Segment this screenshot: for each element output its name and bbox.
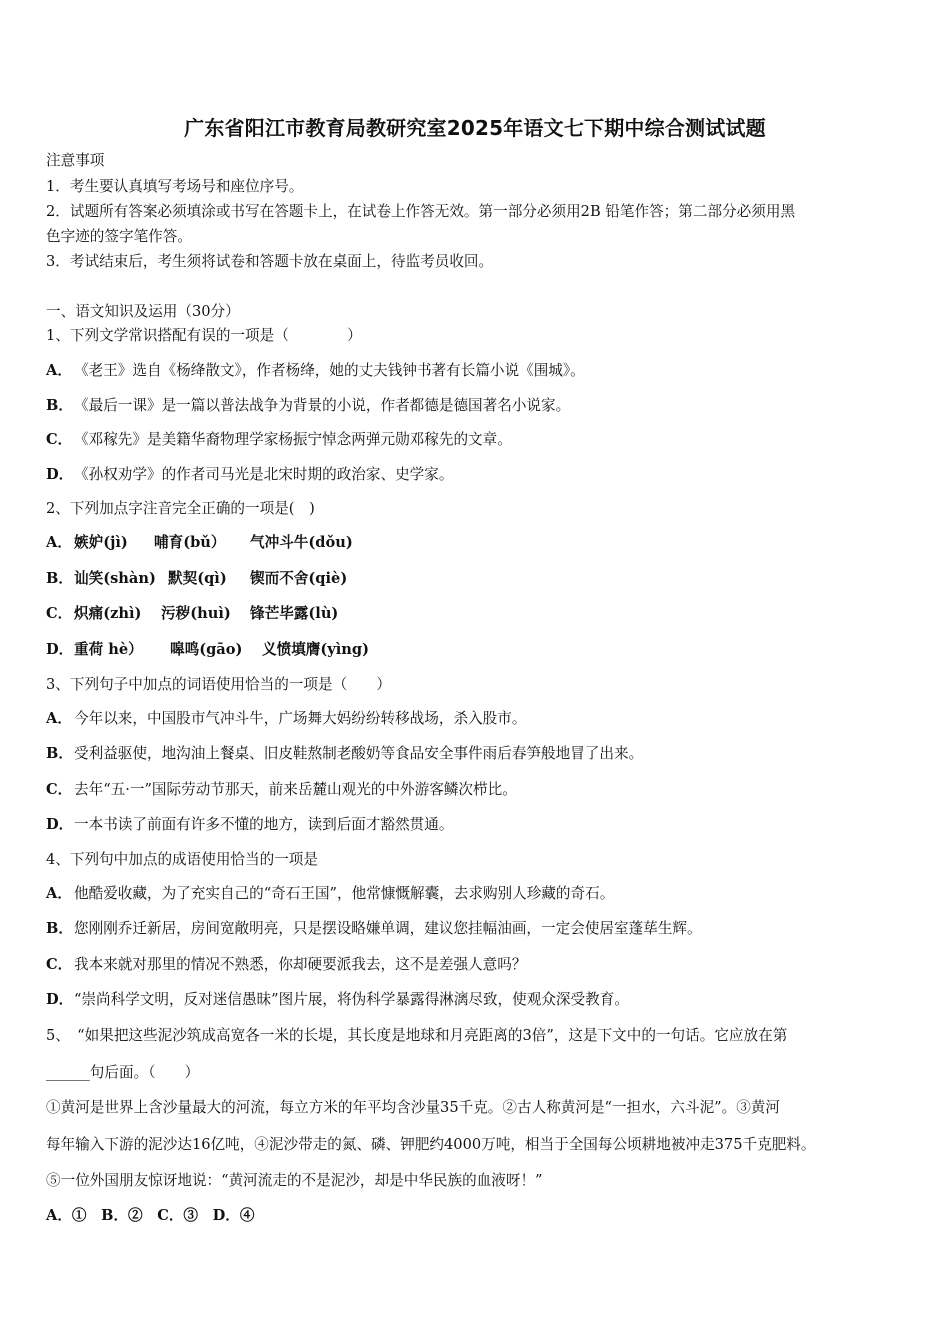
option-letter: A． bbox=[46, 710, 72, 727]
notice-item-3: 3．考试结束后，考生须将试卷和答题卡放在桌面上，待监考员收回。 bbox=[46, 253, 494, 270]
q1-option-c bbox=[46, 430, 908, 450]
q5-passage-line-3: ⑤一位外国朋友惊讶地说：“黄河流走的不是泥沙，却是中华民族的血液呀！” bbox=[46, 1172, 543, 1189]
q3-option-b bbox=[46, 744, 908, 764]
option-part: 嗥鸣(gāo) bbox=[170, 641, 243, 658]
q2-stem: 2、下列加点字注音完全正确的一项是( ) bbox=[46, 500, 315, 517]
option-part: 义愤填膺(yìng) bbox=[262, 641, 370, 658]
q5-stem: 5、 “如果把这些泥沙筑成高宽各一米的长堤，其长度是地球和月亮距离的3倍”，这是下文中的一句话。它应放在第 bbox=[46, 1027, 788, 1044]
option-letter: D． bbox=[46, 991, 74, 1008]
option-part: 污秽(huì) bbox=[161, 605, 231, 622]
q1-option-b bbox=[46, 396, 908, 416]
section-heading: 一、语文知识及运用（30分） bbox=[46, 303, 240, 320]
option-letter: A． bbox=[46, 885, 72, 902]
option-letter: C． bbox=[46, 431, 73, 448]
page-title: 广东省阳江市教育局教研究室2025年语文七下期中综合测试试题 bbox=[184, 116, 766, 140]
q5-passage-line-1: ①黄河是世界上含沙量最大的河流，每立方米的年平均含沙量35千克。②古人称黄河是“一担水，六斗泥”。③黄河 bbox=[46, 1099, 780, 1116]
option-part: 默契(qì) bbox=[168, 570, 227, 587]
option-part: 讪笑(shàn) bbox=[74, 570, 156, 587]
q1-option-a bbox=[46, 361, 908, 381]
option-letter: C． bbox=[46, 781, 73, 798]
q3-stem: 3、下列句子中加点的词语使用恰当的一项是（ ） bbox=[46, 676, 391, 693]
q3-option-d bbox=[46, 815, 908, 835]
option-text: 您刚刚乔迁新居，房间宽敞明亮，只是摆设略嫌单调，建议您挂幅油画，一定会使居室蓬荜生辉。 bbox=[74, 920, 702, 937]
q4-stem: 4、下列句中加点的成语使用恰当的一项是 bbox=[46, 851, 318, 868]
option-text: 受利益驱使，地沟油上餐桌、旧皮鞋熬制老酸奶等食品安全事件雨后春笋般地冒了出来。 bbox=[74, 745, 644, 762]
option-letter: B． bbox=[46, 397, 73, 414]
option-letter: A． bbox=[46, 362, 72, 379]
option-text: 《邓稼先》是美籍华裔物理学家杨振宁悼念两弹元勋邓稼先的文章。 bbox=[74, 431, 512, 448]
option-part: 炽痛(zhì) bbox=[74, 605, 142, 622]
q4-option-b bbox=[46, 919, 908, 939]
q5-choices: A．① B．② C．③ D．④ bbox=[46, 1207, 255, 1224]
q4-option-c bbox=[46, 955, 908, 975]
option-text: 他酷爱收藏，为了充实自己的“奇石王国”，他常慷慨解囊，去求购别人珍藏的奇石。 bbox=[74, 885, 615, 902]
option-text: 一本书读了前面有许多不懂的地方，读到后面才豁然贯通。 bbox=[74, 816, 454, 833]
option-letter: D． bbox=[46, 641, 74, 658]
option-text: “崇尚科学文明，反对迷信愚昧”图片展，将伪科学暴露得淋漓尽致，使观众深受教育。 bbox=[74, 991, 629, 1008]
notice-item-2: 2．试题所有答案必须填涂或书写在答题卡上，在试卷上作答无效。第一部分必须用2B 铅笔作答；第二部分必须用黑 bbox=[46, 203, 796, 220]
option-text: 我本来就对那里的情况不熟悉，你却硬要派我去，这不是差强人意吗？ bbox=[74, 956, 527, 973]
q3-option-a bbox=[46, 709, 908, 729]
option-part: 哺育(bǔ） bbox=[154, 534, 226, 551]
option-part: 重荷 hè） bbox=[74, 641, 143, 658]
option-letter: B． bbox=[46, 745, 73, 762]
option-letter: B． bbox=[46, 570, 73, 587]
option-part: 气冲斗牛(dǒu) bbox=[250, 534, 353, 551]
option-text: 《老王》选自《杨绛散文》，作者杨绛，她的丈夫钱钟书著有长篇小说《围城》。 bbox=[74, 362, 585, 379]
option-text: 去年“五·一”国际劳动节那天，前来岳麓山观光的中外游客鳞次栉比。 bbox=[74, 781, 517, 798]
option-text: 《孙权劝学》的作者司马光是北宋时期的政治家、史学家。 bbox=[74, 466, 454, 483]
option-part: 嫉妒(jì) bbox=[74, 534, 128, 551]
q4-option-d bbox=[46, 990, 908, 1010]
q1-stem: 1、下列文学常识搭配有误的一项是（ ） bbox=[46, 327, 362, 344]
q4-option-a bbox=[46, 884, 908, 904]
q2-option-c bbox=[46, 604, 908, 624]
option-letter: C． bbox=[46, 956, 73, 973]
option-text: 《最后一课》是一篇以普法战争为背景的小说，作者都德是德国著名小说家。 bbox=[74, 397, 571, 414]
option-letter: A． bbox=[46, 534, 72, 551]
q3-option-c bbox=[46, 780, 908, 800]
option-part: 锋芒毕露(lù) bbox=[250, 605, 339, 622]
q2-option-b bbox=[46, 569, 908, 589]
option-letter: B． bbox=[46, 920, 73, 937]
option-letter: D． bbox=[46, 466, 74, 483]
option-part: 锲而不舍(qiè) bbox=[250, 570, 348, 587]
notice-heading: 注意事项 bbox=[46, 152, 105, 169]
option-letter: D． bbox=[46, 816, 74, 833]
q5-passage-line-2: 每年输入下游的泥沙达16亿吨，④泥沙带走的氮、磷、钾肥约4000万吨，相当于全国每公顷耕地被冲走375千克肥料。 bbox=[46, 1136, 816, 1153]
option-letter: C． bbox=[46, 605, 73, 622]
q2-option-d bbox=[46, 640, 908, 660]
option-text: 今年以来，中国股市气冲斗牛，广场舞大妈纷纷转移战场，杀入股市。 bbox=[74, 710, 527, 727]
q1-option-d bbox=[46, 465, 908, 485]
q2-option-a bbox=[46, 533, 908, 553]
q5-stem-cont: ______句后面。（ ） bbox=[46, 1064, 200, 1081]
notice-item-1: 1．考生要认真填写考场号和座位序号。 bbox=[46, 178, 304, 195]
notice-item-2-cont: 色字迹的签字笔作答。 bbox=[46, 228, 192, 245]
